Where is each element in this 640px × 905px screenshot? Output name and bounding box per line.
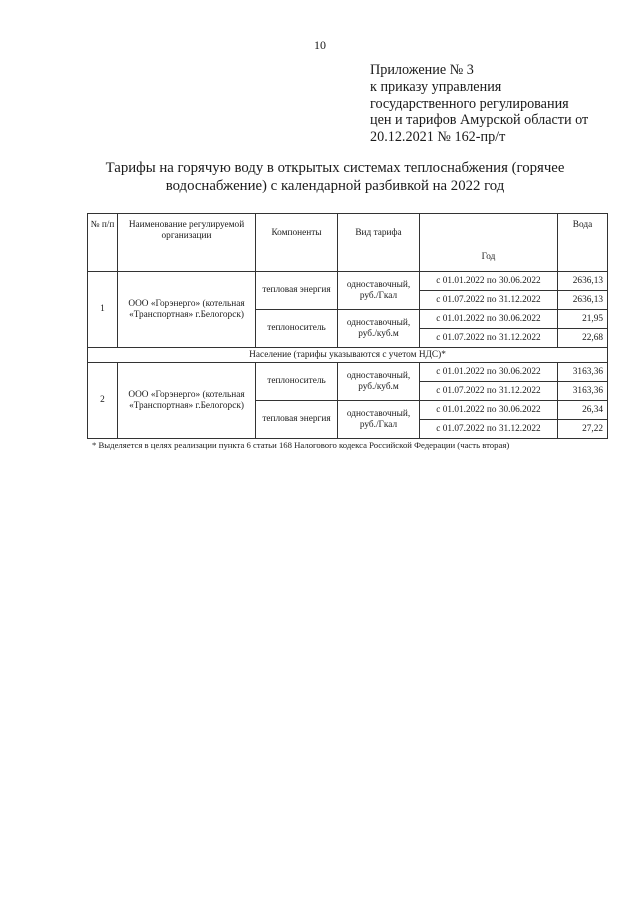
header-num: № п/п (88, 214, 118, 272)
water-value: 26,34 (558, 401, 608, 420)
component-name: теплоноситель (256, 310, 338, 348)
water-value: 3163,36 (558, 382, 608, 401)
period: с 01.07.2022 по 31.12.2022 (420, 420, 558, 439)
title-line: Тарифы на горячую воду в открытых системах теплоснабжения (горячее (105, 160, 565, 176)
population-row (88, 348, 608, 363)
component-name: тепловая энергия (256, 272, 338, 310)
population-label: Население (тарифы указываются с учетом НДС)* (88, 348, 608, 363)
period: с 01.07.2022 по 31.12.2022 (420, 291, 558, 310)
tariff-type: одноставочный, руб./Гкал (338, 401, 420, 439)
row-num: 2 (88, 363, 118, 439)
appendix-line: цен и тарифов Амурской области от (370, 112, 589, 129)
water-value: 21,95 (558, 310, 608, 329)
footnote: * Выделяется в целях реализации пункта 6 статьи 168 Налогового кодекса Российской Федерации (часть вторая) (92, 440, 510, 450)
period: с 01.07.2022 по 31.12.2022 (420, 329, 558, 348)
appendix-header (370, 62, 630, 146)
component-name: тепловая энергия (256, 401, 338, 439)
tariff-type: одноставочный, руб./куб.м (338, 310, 420, 348)
water-value: 27,22 (558, 420, 608, 439)
appendix-line: Приложение № 3 (370, 62, 474, 78)
header-water: Вода (558, 214, 608, 272)
period: с 01.01.2022 по 30.06.2022 (420, 310, 558, 329)
tariff-type: одноставочный, руб./куб.м (338, 363, 420, 401)
header-tariff-type: Вид тарифа (338, 214, 420, 272)
org-name: ООО «Горэнерго» (котельная «Транспортная» г.Белогорск) (118, 363, 256, 439)
table-row (88, 363, 608, 382)
header-component: Компоненты (256, 214, 338, 272)
period: с 01.01.2022 по 30.06.2022 (420, 363, 558, 382)
water-value: 3163,36 (558, 363, 608, 382)
appendix-line: к приказу управления (370, 78, 502, 95)
appendix-line: 20.12.2021 № 162-пр/т (370, 129, 506, 146)
document-title (95, 160, 575, 195)
header-period: Год (420, 214, 558, 272)
water-value: 2636,13 (558, 291, 608, 310)
title-line: водоснабжение) с календарной разбивкой на 2022 год (165, 177, 505, 194)
appendix-line: государственного регулирования (370, 95, 569, 112)
water-value: 2636,13 (558, 272, 608, 291)
org-name: ООО «Горэнерго» (котельная «Транспортная» г.Белогорск) (118, 272, 256, 348)
period: с 01.01.2022 по 30.06.2022 (420, 401, 558, 420)
header-org: Наименование регулируемой организации (118, 214, 256, 272)
row-num: 1 (88, 272, 118, 348)
tariff-table (87, 213, 608, 439)
tariff-type: одноставочный, руб./Гкал (338, 272, 420, 310)
period: с 01.01.2022 по 30.06.2022 (420, 272, 558, 291)
component-name: теплоноситель (256, 363, 338, 401)
page-number: 10 (314, 38, 326, 52)
period: с 01.07.2022 по 31.12.2022 (420, 382, 558, 401)
table-header-row (88, 214, 608, 272)
table-row (88, 272, 608, 291)
water-value: 22,68 (558, 329, 608, 348)
